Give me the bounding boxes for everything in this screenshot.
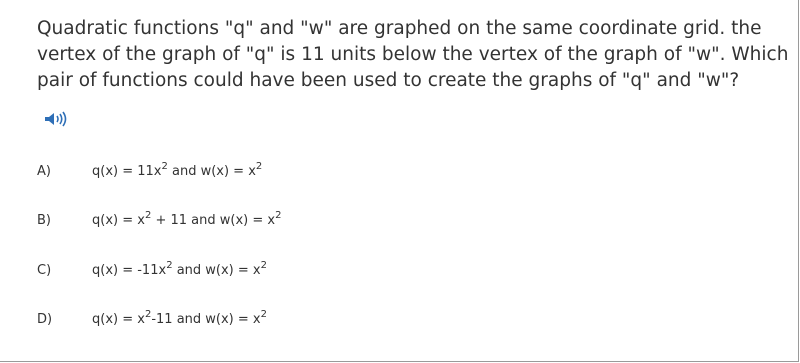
speaker-icon bbox=[44, 110, 70, 128]
choice-letter: B) bbox=[37, 213, 51, 228]
question-text: Quadratic functions "q" and "w" are graphed on the same coordinate grid. the vertex of the graph of "q" is 11 units below the vertex of the graph of "w". Which pair of functions could have been used to create the graphs of "q" and "w"? bbox=[37, 18, 789, 91]
choice-expression: $q(x) = x^2-11$ and $w(x) = x^2$ bbox=[92, 308, 267, 327]
choice-expression: $q(x) = x^2 + 11$ and $w(x) = x^2$ bbox=[92, 209, 282, 228]
audio-button[interactable] bbox=[44, 110, 70, 128]
choice-letter: A) bbox=[37, 164, 51, 179]
choice-expression: $q(x) = -11x^2$ and $w(x) = x^2$ bbox=[92, 259, 267, 278]
choice-letter: C) bbox=[37, 263, 52, 278]
choice-c[interactable] bbox=[0, 259, 760, 283]
choice-letter: D) bbox=[37, 312, 53, 327]
choice-a[interactable] bbox=[0, 160, 760, 184]
choice-b[interactable] bbox=[0, 209, 760, 233]
choice-d[interactable] bbox=[0, 308, 760, 332]
choice-expression: $q(x) = 11x^2$ and $w(x) = x^2$ bbox=[92, 160, 263, 179]
